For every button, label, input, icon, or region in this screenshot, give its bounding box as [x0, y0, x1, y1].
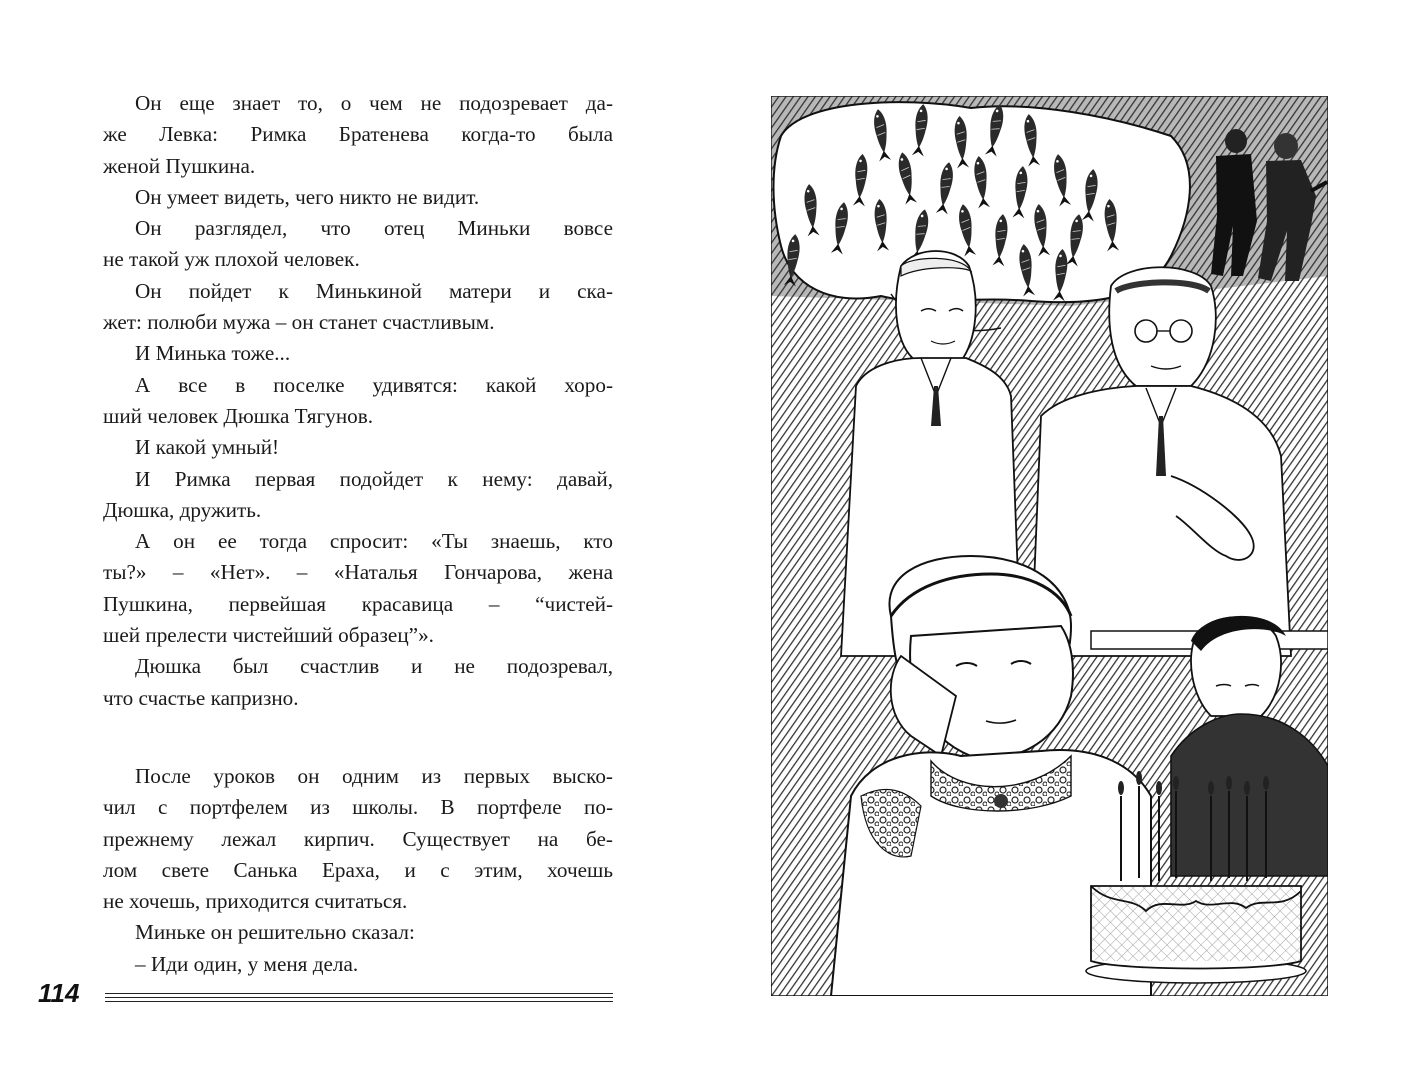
page-number: 114 — [38, 978, 80, 1008]
paragraph — [103, 182, 613, 213]
page-text — [103, 88, 613, 980]
text-line: не хочешь, приходится считаться. — [103, 889, 408, 914]
paragraph — [103, 651, 613, 714]
text-line: ты?» – «Нет». – «Наталья Гончарова, жена — [103, 560, 613, 585]
text-line: же Левка: Римка Братенева когда-то была — [103, 122, 613, 147]
paragraph — [103, 464, 613, 527]
section-break — [103, 714, 613, 761]
text-line: не такой уж плохой человек. — [103, 247, 360, 272]
text-line: Он еще знает то, о чем не подозревает да- — [135, 91, 613, 115]
text-line: А он ее тогда спросит: «Ты знаешь, кто — [135, 529, 613, 554]
text-line: И какой умный! — [135, 435, 280, 460]
text-line: – Иди один, у меня дела. — [135, 951, 359, 976]
footer-rule — [105, 997, 613, 998]
footer-rule — [105, 993, 613, 994]
text-line: ший человек Дюшка Тягунов. — [103, 403, 374, 428]
text-line: женой Пушкина. — [103, 153, 256, 178]
text-line: что счастье капризно. — [103, 685, 299, 710]
text-line: А все в поселке удивятся: какой хоро- — [135, 372, 613, 397]
paragraph — [103, 213, 613, 276]
text-line: Он пойдет к Минькиной матери и ска- — [135, 278, 613, 303]
text-line: чил с портфелем из школы. В портфеле по- — [103, 795, 613, 820]
text-line: Он разглядел, что отец Миньки вовсе — [135, 216, 613, 241]
text-line: Он умеет видеть, чего никто не видит. — [135, 184, 480, 209]
text-line: После уроков он одним из первых выско- — [135, 763, 613, 788]
footer-rule — [105, 1001, 613, 1002]
illustration — [771, 96, 1328, 996]
text-line: Миньке он решительно сказал: — [135, 920, 415, 945]
paragraph — [103, 949, 613, 980]
text-line: Пушкина, первейшая красавица – “чистей- — [103, 591, 613, 616]
text-line: Дюшка, дружить. — [103, 497, 262, 522]
paragraph — [103, 761, 613, 917]
paragraph — [103, 526, 613, 651]
paragraph — [103, 917, 613, 948]
text-line: И Римка первая подойдет к нему: давай, — [135, 466, 613, 491]
text-line: Дюшка был счастлив и не подозревал, — [135, 654, 613, 679]
text-line: жет: полюби мужа – он станет счастливым. — [103, 310, 495, 335]
paragraph — [103, 88, 613, 182]
paragraph — [103, 370, 613, 433]
paragraph — [103, 338, 613, 369]
text-line: шей прелести чистейший образец”». — [103, 623, 434, 648]
paragraph — [103, 276, 613, 339]
text-line: лом свете Санька Ераха, и с этим, хочешь — [103, 857, 613, 882]
text-line: прежнему лежал кирпич. Существует на бе- — [103, 826, 613, 851]
text-line: И Минька тоже... — [135, 341, 291, 366]
paragraph — [103, 432, 613, 463]
